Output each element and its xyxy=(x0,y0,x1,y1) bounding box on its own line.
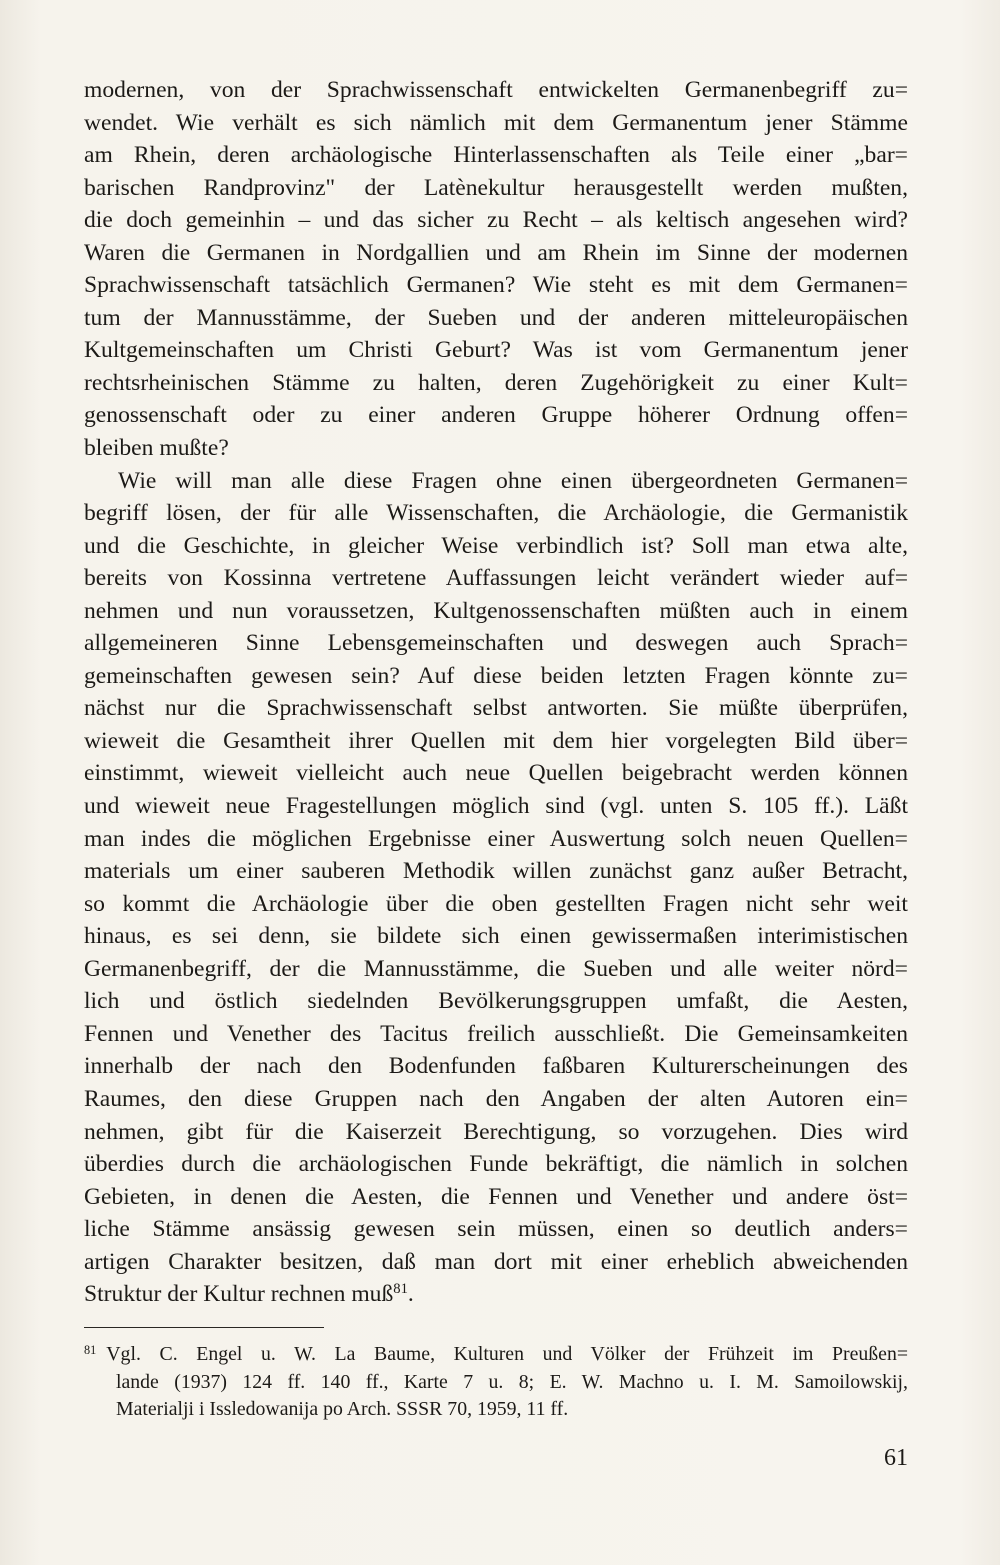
text-line: materials um einer sauberen Methodik willen zunächst ganz außer Betracht, xyxy=(84,858,908,885)
page-number: 61 xyxy=(884,1445,908,1471)
text-line: lich und östlich siedelnden Bevölkerungsgruppen umfaßt, die Aesten, xyxy=(84,988,908,1015)
text-line: so kommt die Archäologie über die oben gestellten Fragen nicht sehr weit xyxy=(84,890,908,917)
text-line: Waren die Germanen in Nordgallien und am Rhein im Sinne der modernen xyxy=(84,239,908,266)
footnote-line-text: Vgl. C. Engel u. W. La Baume, Kulturen und Völker der Frühzeit im Preußen= xyxy=(106,1343,908,1366)
text-line: liche Stämme ansässig gewesen sein müssen, einen so deutlich anders= xyxy=(84,1216,908,1243)
text-line: und wieweit neue Fragestellungen möglich sind (vgl. unten S. 105 ff.). Läßt xyxy=(84,793,908,820)
text-line: Germanenbegriff, der die Mannusstämme, die Sueben und alle weiter nörd= xyxy=(84,955,908,982)
footnote-separator xyxy=(84,1327,324,1328)
text-line: nehmen, gibt für die Kaiserzeit Berechtigung, so vorzugehen. Dies wird xyxy=(84,1118,908,1145)
text-line-last-period: . xyxy=(407,1281,414,1308)
footnote-reference[interactable]: 81 xyxy=(393,1281,408,1298)
text-line: nächst nur die Sprachwissenschaft selbst antworten. Sie müßte überprüfen, xyxy=(84,695,908,722)
text-line: begriff lösen, der für alle Wissenschaften, die Archäologie, die Germanistik xyxy=(84,500,908,527)
text-line: Raumes, den diese Gruppen nach den Angaben der alten Autoren ein= xyxy=(84,1085,908,1112)
text-line: überdies durch die archäologischen Funde bekräftigt, die nämlich in solchen xyxy=(84,1151,908,1178)
text-line: hinaus, es sei denn, sie bildete sich einen gewissermaßen interimistischen xyxy=(84,923,908,950)
main-text xyxy=(84,74,908,1311)
text-line: man indes die möglichen Ergebnisse einer Auswertung solch neuen Quellen= xyxy=(84,825,908,852)
text-line: nehmen und nun voraussetzen, Kultgenossenschaften müßten auch in einem xyxy=(84,597,908,624)
text-line: Fennen und Venether des Tacitus freilich ausschließt. Die Gemeinsamkeiten xyxy=(84,1020,908,1047)
text-line: Sprachwissenschaft tatsächlich Germanen? Wie steht es mit dem Germanen= xyxy=(84,272,908,299)
footnote-number: 81 xyxy=(84,1343,97,1357)
text-line: Kultgemeinschaften um Christi Geburt? Was ist vom Germanentum jener xyxy=(84,337,908,364)
text-line: einstimmt, wieweit vielleicht auch neue Quellen beigebracht werden können xyxy=(84,760,908,787)
text-line: barischen Randprovinz" der Latènekultur herausgestellt werden mußten, xyxy=(84,174,908,201)
text-line: am Rhein, deren archäologische Hinterlassenschaften als Teile einer „bar= xyxy=(84,142,908,169)
text-line: artigen Charakter besitzen, daß man dort mit einer erheblich abweichenden xyxy=(84,1248,908,1275)
text-line: tum der Mannusstämme, der Sueben und der anderen mitteleuropäischen xyxy=(84,304,908,331)
text-line: bereits von Kossinna vertretene Auffassungen leicht verändert wieder auf= xyxy=(84,565,908,592)
text-line: rechtsrheinischen Stämme zu halten, deren Zugehörigkeit zu einer Kult= xyxy=(84,369,908,396)
text-line: modernen, von der Sprachwissenschaft entwickelten Germanenbegriff zu= xyxy=(84,77,908,103)
text-line: bleiben mußte? xyxy=(84,435,229,462)
text-line: wieweit die Gesamtheit ihrer Quellen mit dem hier vorgelegten Bild über= xyxy=(84,727,908,754)
footnote-line: lande (1937) 124 ff. 140 ff., Karte 7 u. 8; E. W. Machno u. I. M. Samoilowskij, xyxy=(116,1370,908,1393)
text-line: wendet. Wie verhält es sich nämlich mit dem Germanentum jener Stämme xyxy=(84,109,908,136)
footnote xyxy=(84,1337,908,1423)
text-line: Wie will man alle diese Fragen ohne einen übergeordneten Germanen= xyxy=(118,467,908,494)
text-line: Gebieten, in denen die Aesten, die Fennen und Venether und andere öst= xyxy=(84,1183,908,1210)
footnote-line: Materialji i Issledowanija po Arch. SSSR 70, 1959, 11 ff. xyxy=(116,1397,569,1420)
footnote-line xyxy=(84,1337,908,1369)
text-line-last-body: Struktur der Kultur rechnen muß xyxy=(84,1281,394,1308)
text-line: allgemeineren Sinne Lebensgemeinschaften und deswegen auch Sprach= xyxy=(84,630,908,657)
text-line: innerhalb der nach den Bodenfunden faßbaren Kulturerscheinungen des xyxy=(84,1053,908,1080)
text-line: gemeinschaften gewesen sein? Auf diese beiden letzten Fragen könnte zu= xyxy=(84,662,908,689)
text-line: die doch gemeinhin – und das sicher zu Recht – als keltisch angesehen wird? xyxy=(84,207,908,234)
text-line: und die Geschichte, in gleicher Weise verbindlich ist? Soll man etwa alte, xyxy=(84,532,908,559)
text-line-last xyxy=(84,1278,908,1311)
text-line: genossenschaft oder zu einer anderen Gruppe höherer Ordnung offen= xyxy=(84,402,908,429)
